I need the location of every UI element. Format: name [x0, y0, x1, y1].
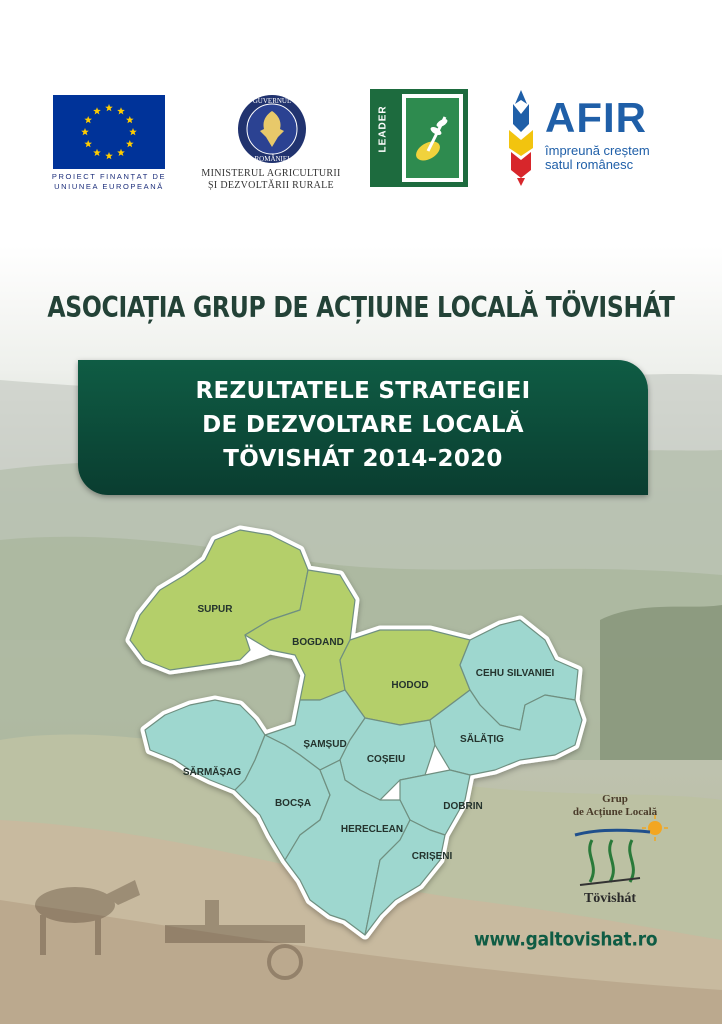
association-title: ASOCIAȚIA GRUP DE ACȚIUNE LOCALĂ TÖVISHÁT: [47, 289, 675, 325]
gal-logo-line1: Grup: [602, 793, 628, 805]
map-region-label: SĂRMĂȘAG: [182, 767, 242, 778]
map-region-label: BOCȘA: [274, 798, 312, 809]
map-region-label: CRIȘENI: [411, 851, 453, 862]
banner-line-1: REZULTATELE STRATEGIEI: [195, 378, 531, 404]
map-region-label: HODOD: [391, 680, 429, 691]
gal-logo-name: Tövishát: [583, 891, 637, 906]
afir-tagline-line1: împreună creștem: [545, 143, 650, 158]
map-region-label: HERECLEAN: [340, 824, 404, 835]
website-link[interactable]: www.galtovishat.ro: [474, 928, 658, 952]
map-region-label: ȘAMȘUD: [303, 739, 347, 750]
map-region-label: DOBRIN: [443, 801, 483, 812]
gal-logo-text: [560, 793, 670, 819]
banner-line-2: DE DEZVOLTARE LOCALĂ: [202, 412, 524, 438]
map-region-label: SĂLĂȚIG: [460, 734, 504, 745]
leader-text: LEADER: [377, 105, 389, 153]
map-region-label: CEHU SILVANIEI: [475, 668, 555, 679]
map-region-label: COȘEIU: [366, 754, 406, 765]
map-region-label: BOGDAND: [292, 637, 344, 648]
banner-line-3: TÖVISHÁT 2014-2020: [223, 446, 503, 472]
ministry-caption-line2: ȘI DEZVOLTĂRII RURALE: [208, 180, 334, 191]
afir-tagline-line2: satul românesc: [545, 157, 634, 172]
afir-name: AFIR: [545, 94, 647, 141]
seal-text-bottom: ROMÂNIEI: [254, 155, 290, 163]
map-region-label: SUPUR: [197, 604, 233, 615]
eu-caption-line1: PROIECT FINANȚAT DE: [51, 172, 167, 181]
seal-text-top: GUVERNUL: [252, 97, 292, 105]
ministry-caption-line1: MINISTERUL AGRICULTURII: [201, 168, 341, 179]
eu-caption-line2: UNIUNEA EUROPEANĂ: [54, 182, 164, 191]
gal-logo-line2: de Acțiune Locală: [572, 806, 658, 818]
